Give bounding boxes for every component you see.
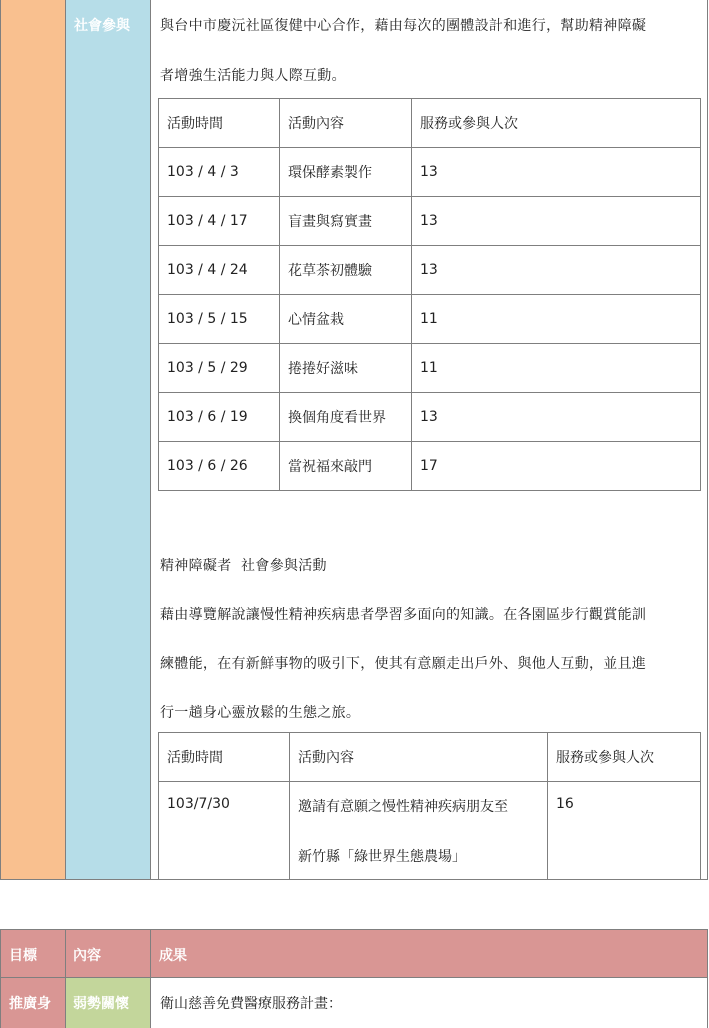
table2-row-content-line-2: 新竹縣「綠世界生態農場」: [298, 849, 466, 865]
subheading: 精神障礙者 社會參與活動: [160, 558, 327, 574]
table1-row6-content: 換個角度看世界: [288, 410, 386, 426]
table1-row7-count: 17: [420, 458, 438, 474]
body-line-1: 藉由導覽解說讓慢性精神疾病患者學習多面向的知識。在各園區步行觀賞能訓: [160, 607, 647, 623]
bottom-header-result: 成果: [159, 948, 187, 964]
table1-header-count: 服務或參與人次: [420, 116, 518, 132]
intro-line-1: 與台中市慶沅社區復健中心合作，藉由每次的團體設計和進行，幫助精神障礙: [160, 18, 647, 34]
body-line-3: 行一趟身心靈放鬆的生態之旅。: [160, 705, 361, 721]
table2-header-date: 活動時間: [167, 750, 223, 766]
table1-row7-content: 當祝福來敲門: [288, 459, 372, 475]
intro-line-2: 者增強生活能力與人際互動。: [160, 68, 346, 84]
bottom-row-result: 衛山慈善免費醫療服務計畫：: [160, 996, 342, 1012]
table1-header-date: 活動時間: [167, 116, 223, 132]
table1-row5-content: 捲捲好滋味: [288, 361, 358, 377]
bottom-row-goal: 推廣身: [9, 996, 51, 1012]
table1-row4-count: 11: [420, 311, 438, 327]
table1-row2-count: 13: [420, 213, 438, 229]
table1-row2-content: 盲畫與寫實畫: [288, 214, 372, 230]
table1-row7-date: 103 / 6 / 26: [167, 458, 248, 474]
goal-column: [1, 0, 65, 880]
bottom-row-content: 弱勢關懷: [73, 996, 129, 1012]
table1-row3-content: 花草茶初體驗: [288, 263, 372, 279]
table2-header-count: 服務或參與人次: [556, 750, 654, 766]
table1-row6-count: 13: [420, 409, 438, 425]
table1-row5-date: 103 / 5 / 29: [167, 360, 248, 376]
table2-row-content-line-1: 邀請有意願之慢性精神疾病朋友至: [298, 799, 508, 815]
table1-row4-content: 心情盆栽: [288, 312, 344, 328]
section-label: 社會參與: [74, 18, 130, 34]
bottom-header-row: [1, 930, 707, 977]
table2-row-date: 103/7/30: [167, 796, 230, 812]
table1-row4-date: 103 / 5 / 15: [167, 311, 248, 327]
table1-row2-date: 103 / 4 / 17: [167, 213, 248, 229]
bottom-header-goal: 目標: [9, 948, 37, 964]
table1-row5-count: 11: [420, 360, 438, 376]
table1-row1-count: 13: [420, 164, 438, 180]
table1-row1-date: 103 / 4 / 3: [167, 164, 239, 180]
table1-row1-content: 環保酵素製作: [288, 165, 372, 181]
table1-row3-date: 103 / 4 / 24: [167, 262, 248, 278]
bottom-header-content: 內容: [73, 948, 101, 964]
table2-row-count: 16: [556, 796, 574, 812]
table2-header-content: 活動內容: [298, 750, 354, 766]
table1-row3-count: 13: [420, 262, 438, 278]
body-line-2: 練體能，在有新鮮事物的吸引下，使其有意願走出戶外、與他人互動，並且進: [160, 656, 647, 672]
content-column: [66, 0, 150, 880]
table1-row6-date: 103 / 6 / 19: [167, 409, 248, 425]
table1-header-content: 活動內容: [288, 116, 344, 132]
